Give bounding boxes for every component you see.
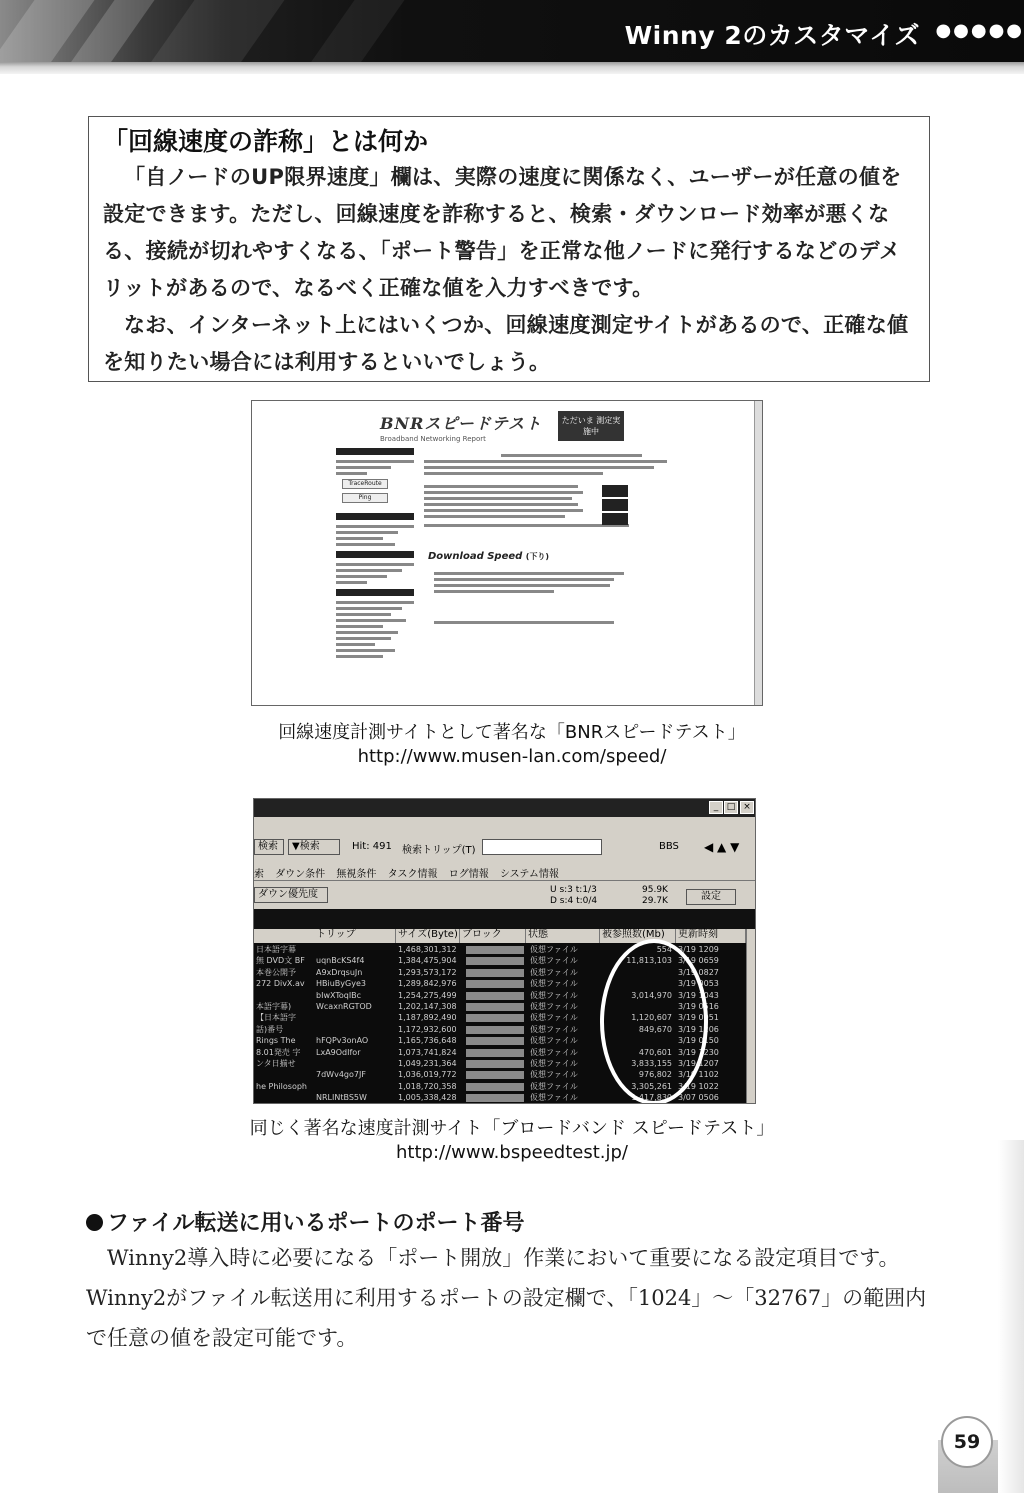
cell-size: 1,036,019,772 <box>398 1070 457 1080</box>
cell-size: 1,187,892,490 <box>398 1013 457 1023</box>
cell-name: he Philosoph <box>256 1081 307 1091</box>
cell-time: 3/19 0827 <box>678 967 719 977</box>
cell-time: 3/19 1206 <box>678 1024 719 1034</box>
bnr-sidebar <box>336 443 414 705</box>
cell-size: 1,468,301,312 <box>398 945 457 954</box>
cell-time: 3/19 0659 <box>678 956 719 966</box>
cell-time: 3/07 0506 <box>678 1093 719 1103</box>
cell-trip: uqnBcKS4f4 <box>316 956 365 966</box>
winny-screenshot <box>253 798 756 1104</box>
section-body: Winny2導入時に必要になる「ポート開放」作業において重要になる設定項目です。Winny2がファイル転送用に利用するポートの設定欄で、「1024」～「32767」の範囲内で任意の値を設定可能です。 <box>86 1246 927 1350</box>
page-header <box>0 0 1024 62</box>
cell-state: 仮想ファイル <box>530 990 578 1000</box>
block-progress <box>466 1014 524 1022</box>
bnr-logo <box>602 513 628 525</box>
cell-name: ンタ日揃せ <box>256 1059 296 1068</box>
cell-state: 仮想ファイル <box>530 967 578 977</box>
cell-size: 1,018,720,358 <box>398 1081 457 1091</box>
result-table-header <box>254 929 756 943</box>
cell-name: Rings The <box>256 1036 296 1046</box>
cell-ref: 3,014,970 <box>631 990 672 1000</box>
block-progress <box>466 980 524 988</box>
highlight-circle <box>600 939 708 1104</box>
search-dropdown-button[interactable]: ▼検索 <box>288 839 340 855</box>
cell-ref: 1,417,830 <box>631 1093 672 1103</box>
chapter-dots: ●●●●● <box>935 20 1024 41</box>
cell-size: 1,005,338,428 <box>398 1093 457 1103</box>
bnr-logo <box>602 499 628 511</box>
column-header[interactable]: 被参照数(Mb) <box>600 929 676 943</box>
note-title: 「回線速度の詐称」とは何か <box>103 127 429 156</box>
cell-ref: 3,305,261 <box>631 1081 672 1091</box>
bullet-icon <box>86 1214 103 1231</box>
block-progress <box>466 1083 524 1091</box>
traceroute-button[interactable]: TraceRoute <box>342 479 388 489</box>
settings-button[interactable]: 設定 <box>686 889 736 905</box>
bnr-subtitle: Broadband Networking Report <box>380 435 486 443</box>
page-number: 59 <box>941 1416 993 1468</box>
cell-ref: 470,601 <box>638 1047 672 1057</box>
cell-size: 1,254,275,499 <box>398 990 457 1000</box>
page-edge-shadow <box>998 1140 1024 1493</box>
cell-size: 1,202,147,308 <box>398 1002 457 1011</box>
cell-size: 1,165,736,648 <box>398 1036 457 1046</box>
cell-trip: 7dWv4go7JF <box>316 1070 366 1080</box>
block-progress <box>466 946 524 954</box>
note-paragraph: なお、インターネット上にはいくつか、回線速度測定サイトがあるので、正確な値を知りたい場合には利用するといいでしょう。 <box>103 313 909 374</box>
cell-ref: 849,670 <box>638 1024 672 1034</box>
cell-trip: HBiuByGye3 <box>316 979 366 989</box>
note-paragraph: 「自ノードのUP限界速度」欄は、実際の速度に関係なく、ユーザーが任意の値を設定できます。ただし、回線速度を詐称すると、検索・ダウンロード効率が悪くなる、接続が切れやすくなる、「ポート警告」を正常な他ノードに発行するなどのデメリットがあるので、なるべく正確な値を入力すべきです。 <box>103 165 902 300</box>
trip-label: 検索トリップ(T) <box>402 845 476 856</box>
cell-name: 本語字幕) <box>256 1002 292 1011</box>
cell-size: 1,172,932,600 <box>398 1024 457 1034</box>
bnr-screenshot <box>251 400 763 706</box>
block-progress <box>466 992 524 1000</box>
column-header[interactable]: 状態 <box>526 929 600 943</box>
cell-name: 8.01発売 字 <box>256 1047 301 1057</box>
section-heading: ファイル転送に用いるポートのポート番号 <box>86 1206 525 1237</box>
upload-status: U s:3 t:1/3 <box>550 885 597 895</box>
cell-state: 仮想ファイル <box>530 1013 578 1023</box>
column-header[interactable]: ブロック <box>460 929 526 943</box>
cell-name: 本巻公開予 <box>256 967 296 977</box>
cell-size: 1,073,741,824 <box>398 1047 457 1057</box>
cell-state: 仮想ファイル <box>530 1036 578 1046</box>
tab-search[interactable]: 索 <box>254 869 264 880</box>
tab-log-info[interactable]: ログ情報 <box>448 869 489 880</box>
cell-size: 1,049,231,364 <box>398 1059 457 1068</box>
cell-ref: 3,833,155 <box>631 1059 672 1068</box>
cell-name: 無 DVD文 BF <box>256 956 305 966</box>
cell-name: 話)番号 <box>256 1024 284 1034</box>
cell-state: 仮想ファイル <box>530 1047 578 1057</box>
tab-download-conditions[interactable]: ダウン条件 <box>275 869 326 880</box>
cell-state: 仮想ファイル <box>530 979 578 989</box>
download-priority-button[interactable]: ダウン優先度 <box>254 887 328 903</box>
chapter-title: Winny 2のカスタマイズ <box>624 21 920 50</box>
block-progress <box>466 1026 524 1034</box>
cell-trip: bIwXToqIBc <box>316 990 362 1000</box>
figure1-caption: 回線速度計測サイトとして著名な「BNRスピードテスト」 <box>278 722 746 743</box>
ping-button[interactable]: Ping <box>342 493 388 503</box>
cell-trip: LxA9OdIfor <box>316 1047 361 1057</box>
figure2-url: http://www.bspeedtest.jp/ <box>396 1142 628 1163</box>
cell-size: 1,293,573,172 <box>398 967 457 977</box>
tab-task-info[interactable]: タスク情報 <box>387 869 438 880</box>
cell-state: 仮想ファイル <box>530 1059 578 1068</box>
cell-ref: 11,813,103 <box>626 956 672 966</box>
tab-system-info[interactable]: システム情報 <box>499 869 559 880</box>
block-progress <box>466 969 524 977</box>
tab-bar <box>254 865 756 881</box>
cell-state: 仮想ファイル <box>530 945 578 954</box>
block-progress <box>466 1071 524 1079</box>
minimize-icon[interactable]: _ <box>709 801 723 814</box>
cell-ref: 554 <box>656 945 672 954</box>
column-header[interactable]: トリップ <box>314 929 396 943</box>
column-header[interactable]: サイズ(Byte) <box>396 929 460 943</box>
bnr-logo <box>602 485 628 497</box>
download-status: D s:4 t:0/4 <box>550 896 598 906</box>
cell-trip: WcaxnRGTOD <box>316 1002 372 1011</box>
winny-toolbar-area <box>254 799 756 909</box>
cell-state: 仮想ファイル <box>530 1024 578 1034</box>
block-progress <box>466 1049 524 1057</box>
header-decoration <box>138 0 291 62</box>
column-header[interactable]: 更新時刻 <box>676 929 746 943</box>
download-notes <box>434 569 634 627</box>
trip-input[interactable] <box>482 839 602 855</box>
bnr-banner: BNRスピードテスト <box>380 411 620 437</box>
cell-time: 3/19 0053 <box>678 979 719 989</box>
cell-time: 3/19 1102 <box>678 1070 719 1080</box>
upload-speed: 95.9K <box>642 885 668 895</box>
maximize-icon[interactable]: □ <box>724 801 738 814</box>
cell-state: 仮想ファイル <box>530 1081 578 1091</box>
scrollbar[interactable] <box>746 929 756 1104</box>
cell-time: 3/19 1207 <box>678 1059 719 1068</box>
note-box <box>88 116 930 382</box>
header-decoration <box>298 0 411 62</box>
cell-time: 3/19 0951 <box>678 1013 719 1023</box>
bnr-main-text <box>424 451 680 530</box>
cell-time: 3/19 1043 <box>678 990 719 1000</box>
nav-arrows-icon[interactable]: ◀ ▲ ▼ <box>704 840 740 854</box>
cell-time: 3/19 1209 <box>678 945 719 954</box>
bnr-badge: ただいま 測定実施中 <box>558 411 624 441</box>
cell-time: 3/19 1022 <box>678 1081 719 1091</box>
download-speed: 29.7K <box>642 896 668 906</box>
cell-trip: NRLINtBS5W <box>316 1093 367 1103</box>
figure1-url: http://www.musen-lan.com/speed/ <box>357 746 667 767</box>
block-progress <box>466 1037 524 1045</box>
scrollbar[interactable] <box>754 401 762 706</box>
download-speed-label: Download Speed (下り) <box>428 551 550 562</box>
cell-time: 3/19 1230 <box>678 1047 719 1057</box>
cell-name: 日本語字幕 <box>256 945 296 954</box>
tab-ignore-conditions[interactable]: 無視条件 <box>336 869 377 880</box>
block-progress <box>466 1003 524 1011</box>
block-progress <box>466 957 524 965</box>
block-progress <box>466 1060 524 1068</box>
cell-ref: 1,120,607 <box>631 1013 672 1023</box>
cell-state: 仮想ファイル <box>530 1093 578 1103</box>
cell-ref: 976,802 <box>638 1070 672 1080</box>
close-icon[interactable]: × <box>740 801 754 814</box>
cell-time: 3/19 0150 <box>678 1036 719 1046</box>
header-rule <box>0 62 1024 74</box>
cell-state: 仮想ファイル <box>530 956 578 966</box>
cell-trip: A9xDrqsuJn <box>316 967 363 977</box>
hit-count: Hit: 491 <box>352 841 392 852</box>
cell-name: 【日本語字 <box>256 1013 296 1023</box>
cell-name: 272 DivX.av <box>256 979 305 989</box>
cell-state: 仮想ファイル <box>530 1070 578 1080</box>
cell-state: 仮想ファイル <box>530 1002 578 1011</box>
search-button[interactable]: 検索 <box>254 839 284 855</box>
cell-time: 3/19 0516 <box>678 1002 719 1011</box>
cell-size: 1,384,475,904 <box>398 956 457 966</box>
figure2-caption: 同じく著名な速度計測サイト「ブロードバンド スピードテスト」 <box>249 1118 775 1139</box>
window-titlebar <box>254 799 756 817</box>
bbs-label: BBS <box>659 841 679 852</box>
cell-size: 1,289,842,976 <box>398 979 457 989</box>
block-progress <box>466 1094 524 1102</box>
cell-trip: hFQPv3onAO <box>316 1036 369 1046</box>
